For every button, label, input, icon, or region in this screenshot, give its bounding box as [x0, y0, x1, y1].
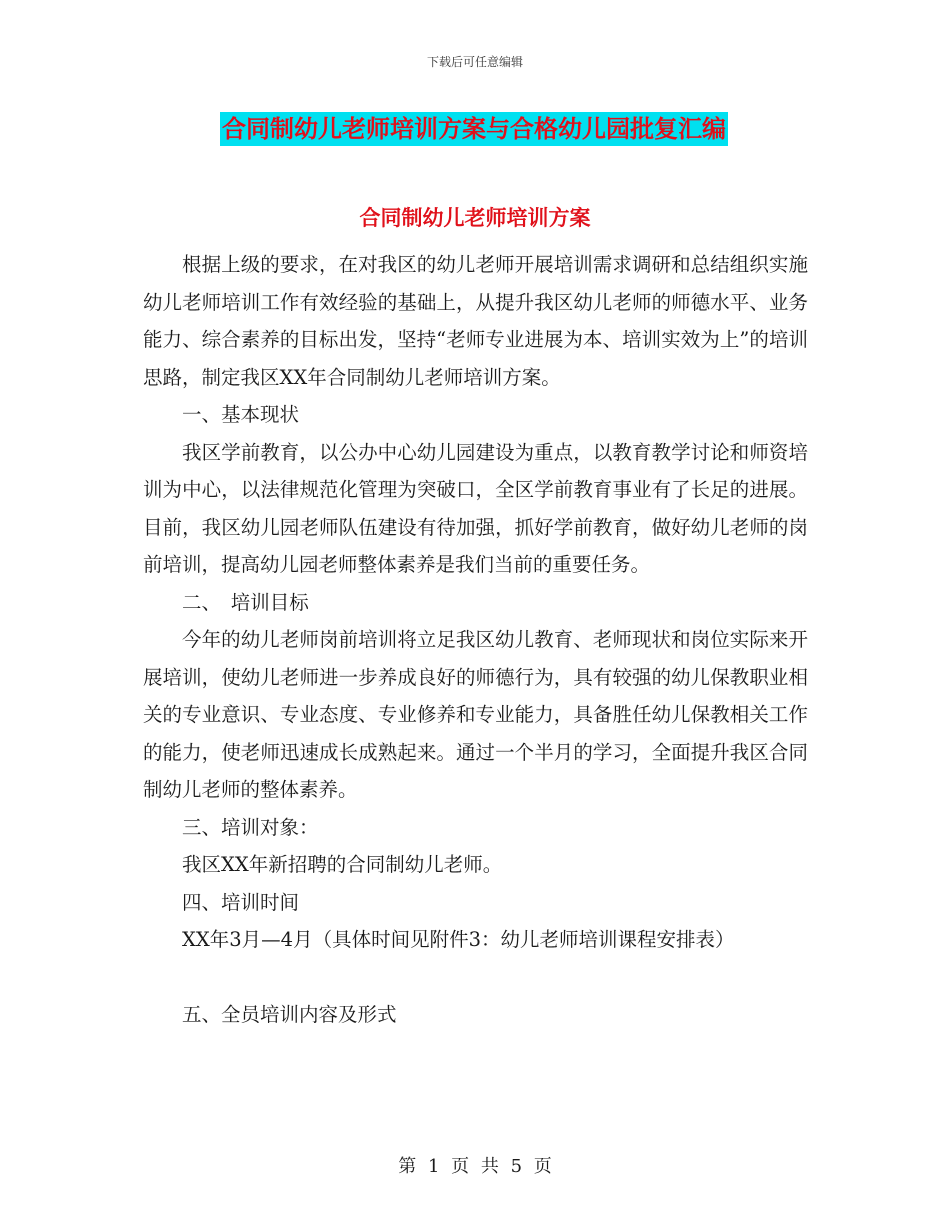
heading-training-content: 五、全员培训内容及形式: [182, 1002, 397, 1026]
paragraph-intro: 根据上级的要求，在对我区的幼儿老师开展培训需求调研和总结组织实施幼儿老师培训工作有效经验的基础上，从提升我区幼儿老师的师德水平、业务能力、综合素养的目标出发，坚持“老师专业进展为本、培训实效为上”的培训思路，制定我区XX年合同制幼儿老师培训方案。: [143, 253, 808, 389]
paragraph-training-time: XX年3月—4月（具体时间见附件3：幼儿老师培训课程安排表）: [182, 928, 735, 951]
paragraph-basic-status: 我区学前教育，以公办中心幼儿园建设为重点，以教育教学讨论和师资培训为中心，以法律规范化管理为突破口，全区学前教育事业有了长足的进展。目前，我区幼儿园老师队伍建设有待加强，抓好学前教育，做好幼儿老师的岗前培训，提高幼儿园老师整体素养是我们当前的重要任务。: [143, 440, 808, 576]
heading-basic-status: 一、基本现状: [182, 403, 300, 426]
heading-training-targets: 三、培训对象：: [182, 815, 319, 839]
section-title: 合同制幼儿老师培训方案: [359, 206, 591, 230]
document-body: [143, 246, 808, 1033]
paragraph-training-goals: 今年的幼儿老师岗前培训将立足我区幼儿教育、老师现状和岗位实际来开展培训，使幼儿老师进一步养成良好的师德行为，具有较强的幼儿保教职业相关的专业意识、专业态度、专业修养和专业能力，具备胜任幼儿保教相关工作的能力，使老师迅速成长成熟起来。通过一个半月的学习，全面提升我区合同制幼儿老师的整体素养。: [143, 628, 808, 801]
heading-training-goals: 二、 培训目标: [182, 590, 309, 614]
document-title: 合同制幼儿老师培训方案与合格幼儿园批复汇编: [220, 112, 728, 146]
paragraph-training-targets: 我区XX年新招聘的合同制幼儿老师。: [182, 853, 503, 876]
page-number-footer: 第 1 页 共 5 页: [398, 1156, 552, 1177]
header-note: 下载后可任意编辑: [426, 55, 523, 69]
heading-training-time: 四、培训时间: [182, 890, 300, 914]
